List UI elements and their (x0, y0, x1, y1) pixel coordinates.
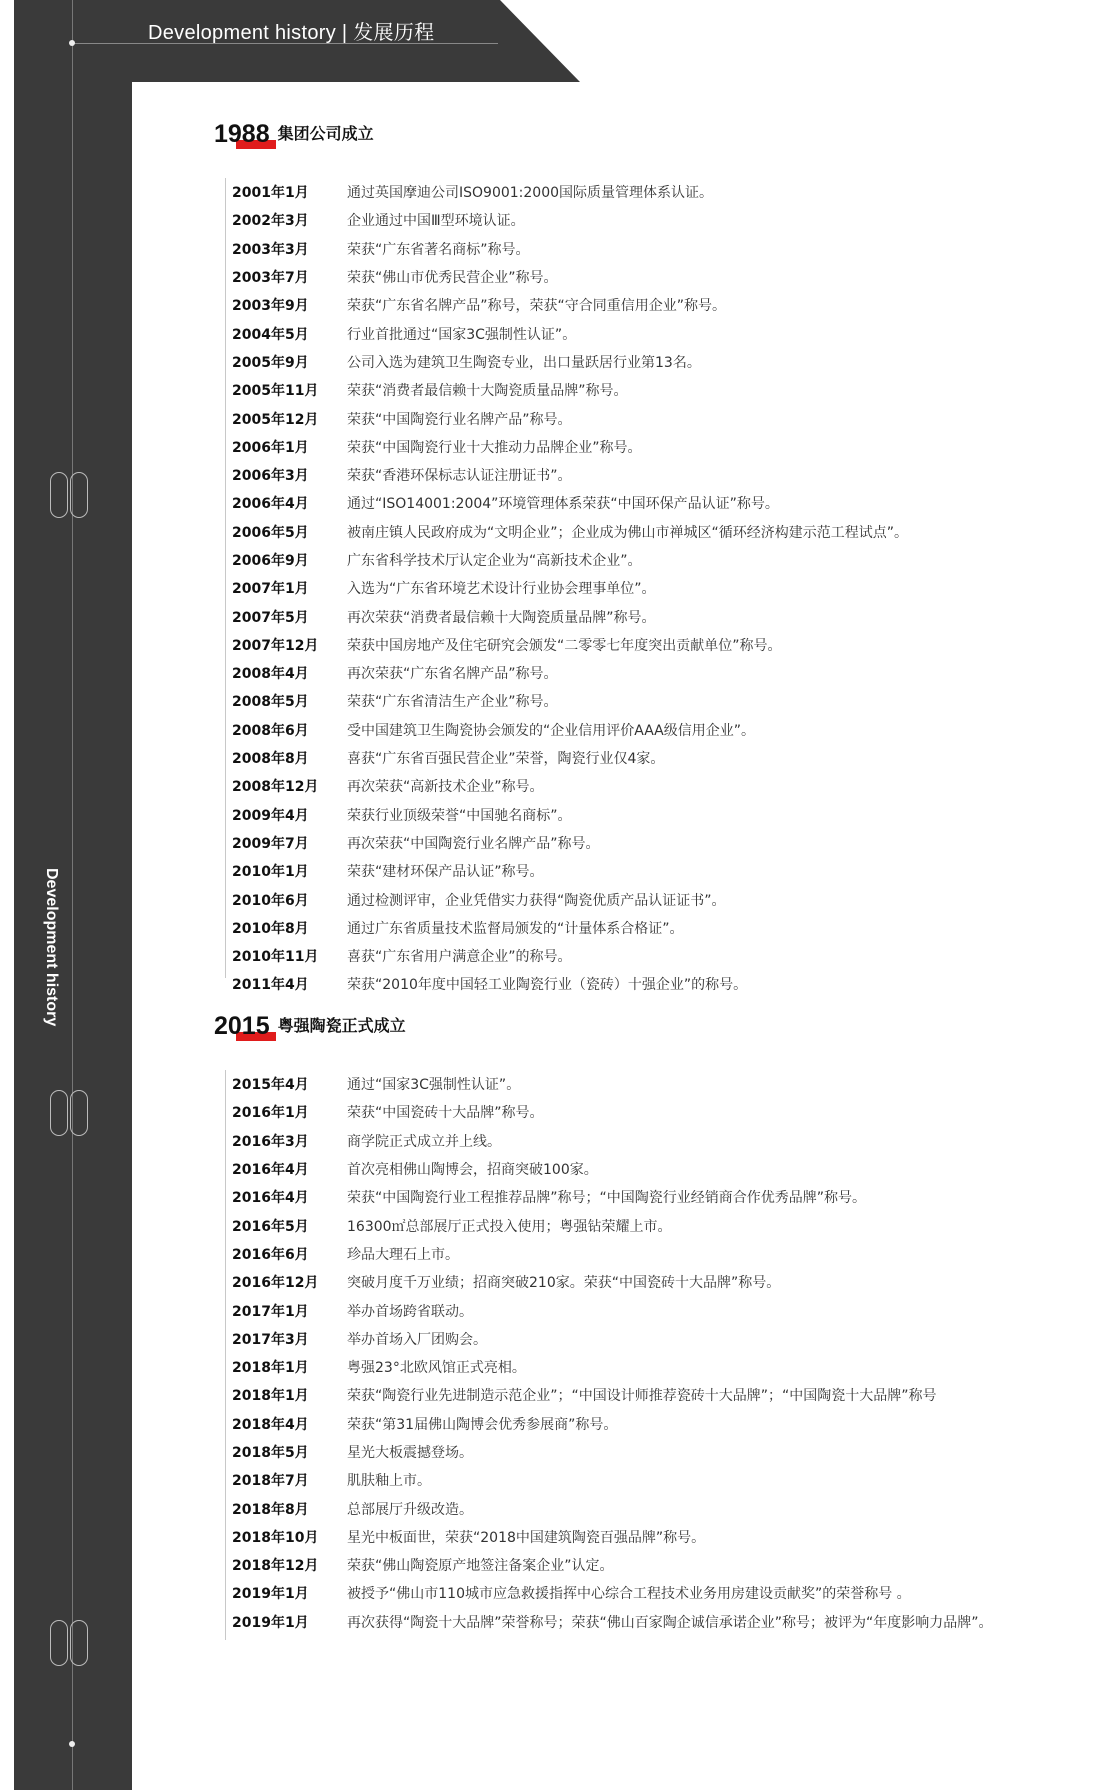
event-text: 荣获“2010年度中国轻工业陶瓷行业（瓷砖）十强企业”的称号。 (347, 977, 748, 994)
event-date: 2001年1月 (232, 185, 309, 202)
list-item (232, 1211, 993, 1239)
list-item (232, 1551, 993, 1579)
decorative-rings-icon (50, 472, 92, 520)
event-text: 荣获中国房地产及住宅研究会颁发“二零零七年度突出贡献单位”称号。 (347, 637, 782, 654)
event-text: 荣获“中国瓷砖十大品牌”称号。 (347, 1105, 544, 1122)
event-text: 荣获行业顶级荣誉“中国驰名商标”。 (347, 807, 572, 824)
event-text: 喜获“广东省用户满意企业”的称号。 (347, 949, 572, 966)
list-item (232, 518, 908, 546)
list-item (232, 744, 908, 772)
list-item (232, 1098, 993, 1126)
event-text: 星光中板面世，荣获“2018中国建筑陶瓷百强品牌”称号。 (347, 1529, 706, 1546)
event-date: 2005年11月 (232, 383, 319, 400)
event-list-2015 (232, 1070, 993, 1636)
event-date: 2005年9月 (232, 354, 309, 371)
event-text: 总部展厅升级改造。 (347, 1501, 473, 1518)
list-item (232, 1608, 993, 1636)
event-text: 荣获“中国陶瓷行业工程推荐品牌”称号；“中国陶瓷行业经销商合作优秀品牌”称号。 (347, 1190, 867, 1207)
event-text: 行业首批通过“国家3C强制性认证”。 (347, 326, 577, 343)
timeline-dot-top (69, 40, 75, 46)
list-item (232, 404, 908, 432)
section-title: 集团公司成立 (277, 124, 374, 143)
event-date: 2003年7月 (232, 270, 309, 287)
section-year: 1988 (214, 120, 270, 149)
event-date: 2010年8月 (232, 920, 309, 937)
list-item (232, 1353, 993, 1381)
event-text: 再次荣获“高新技术企业”称号。 (347, 779, 544, 796)
event-text: 荣获“中国陶瓷行业十大推动力品牌企业”称号。 (347, 439, 642, 456)
list-item (232, 1268, 993, 1296)
list-item (232, 687, 908, 715)
list-item (232, 1466, 993, 1494)
event-text: 荣获“广东省名牌产品”称号，荣获“守合同重信用企业”称号。 (347, 298, 727, 315)
decorative-rings-icon (50, 1620, 92, 1668)
list-item (232, 857, 908, 885)
list-item (232, 291, 908, 319)
sidebar-vertical-line (72, 0, 73, 1790)
event-date: 2004年5月 (232, 326, 309, 343)
event-text: 肌肤釉上市。 (347, 1473, 431, 1490)
event-date: 2009年7月 (232, 835, 309, 852)
event-text: 通过检测评审，企业凭借实力获得“陶瓷优质产品认证证书”。 (347, 892, 726, 909)
event-date: 2006年9月 (232, 553, 309, 569)
event-text: 通过广东省质量技术监督局颁发的“计量体系合格证”。 (347, 920, 684, 937)
list-item (232, 631, 908, 659)
event-text: 举办首场跨省联动。 (347, 1303, 473, 1320)
list-item (232, 1381, 993, 1409)
event-text: 荣获“陶瓷行业先进制造示范企业”；“中国设计师推荐瓷砖十大品牌”；“中国陶瓷十大品牌”称号 (347, 1388, 937, 1405)
event-text: 再次荣获“消费者最信赖十大陶瓷质量品牌”称号。 (347, 609, 656, 626)
list-item (232, 178, 908, 206)
event-date: 2010年11月 (232, 949, 319, 966)
event-date: 2008年4月 (232, 666, 309, 683)
page-title: Development history | 发展历程 (148, 22, 435, 44)
event-text: 荣获“佛山市优秀民营企业”称号。 (347, 270, 558, 287)
list-item (232, 574, 908, 602)
list-item (232, 348, 908, 376)
event-text: 荣获“第31届佛山陶博会优秀参展商”称号。 (347, 1416, 618, 1433)
event-text: 通过“ISO14001:2004”环境管理体系荣获“中国环保产品认证”称号。 (347, 496, 779, 513)
event-date: 2019年1月 (232, 1586, 309, 1603)
event-text: 荣获“香港环保标志认证注册证书”。 (347, 468, 572, 485)
event-date: 2016年5月 (232, 1218, 309, 1235)
event-text: 受中国建筑卫生陶瓷协会颁发的“企业信用评价AAA级信用企业”。 (347, 722, 756, 739)
list-item (232, 1240, 993, 1268)
event-date: 2005年12月 (232, 411, 319, 428)
event-list-1988 (232, 178, 908, 999)
event-text: 公司入选为建筑卫生陶瓷专业，出口量跃居行业第13名。 (347, 354, 701, 371)
event-date: 2007年1月 (232, 581, 309, 598)
list-item (232, 319, 908, 347)
event-text: 粤强23°北欧风馆正式亮相。 (347, 1360, 526, 1377)
event-date: 2016年6月 (232, 1246, 309, 1263)
event-text: 突破月度千万业绩；招商突破210家。荣获“中国瓷砖十大品牌”称号。 (347, 1275, 781, 1292)
list-item (232, 263, 908, 291)
list-item (232, 1127, 993, 1155)
list-item (232, 546, 908, 574)
event-date: 2006年3月 (232, 468, 309, 485)
list-item (232, 659, 908, 687)
event-date: 2018年7月 (232, 1473, 309, 1490)
event-date: 2010年6月 (232, 892, 309, 909)
timeline-dot-bottom (69, 1741, 75, 1747)
event-date: 2006年5月 (232, 524, 309, 541)
event-date: 2018年12月 (232, 1558, 319, 1575)
list-item (232, 970, 908, 998)
event-date: 2018年1月 (232, 1360, 309, 1377)
section-year: 2015 (214, 1012, 270, 1041)
event-text: 荣获“广东省著名商标”称号。 (347, 241, 530, 258)
event-text: 通过英国摩迪公司ISO9001:2000国际质量管理体系认证。 (347, 185, 714, 202)
list-item (232, 489, 908, 517)
event-text: 再次获得“陶瓷十大品牌”荣誉称号；荣获“佛山百家陶企诚信承诺企业”称号；被评为“年度影响力品牌”。 (347, 1614, 993, 1631)
list-item (232, 206, 908, 234)
sidebar-vertical-title: Development history (43, 868, 60, 1027)
list-item (232, 772, 908, 800)
list-item (232, 716, 908, 744)
list-item (232, 829, 908, 857)
event-date: 2019年1月 (232, 1614, 309, 1631)
event-text: 荣获“广东省清洁生产企业”称号。 (347, 694, 558, 711)
event-list-line (225, 178, 226, 978)
list-item (232, 1438, 993, 1466)
event-text: 喜获“广东省百强民营企业”荣誉，陶瓷行业仅4家。 (347, 751, 665, 768)
list-item (232, 1155, 993, 1183)
event-text: 广东省科学技术厅认定企业为“高新技术企业”。 (347, 553, 642, 569)
event-date: 2003年3月 (232, 241, 309, 258)
list-item (232, 1579, 993, 1607)
list-item (232, 942, 908, 970)
event-date: 2016年1月 (232, 1105, 309, 1122)
list-item (232, 1410, 993, 1438)
list-item (232, 1523, 993, 1551)
event-date: 2008年8月 (232, 751, 309, 768)
event-date: 2006年1月 (232, 439, 309, 456)
list-item (232, 1183, 993, 1211)
event-date: 2017年3月 (232, 1331, 309, 1348)
event-text: 通过“国家3C强制性认证”。 (347, 1077, 521, 1094)
list-item (232, 461, 908, 489)
event-date: 2007年5月 (232, 609, 309, 626)
list-item (232, 885, 908, 913)
list-item (232, 602, 908, 630)
event-text: 被南庄镇人民政府成为“文明企业”；企业成为佛山市禅城区“循环经济构建示范工程试点”。 (347, 524, 909, 541)
event-text: 荣获“消费者最信赖十大陶瓷质量品牌”称号。 (347, 383, 628, 400)
event-date: 2016年4月 (232, 1190, 309, 1207)
event-text: 珍品大理石上市。 (347, 1246, 459, 1263)
event-text: 荣获“建材环保产品认证”称号。 (347, 864, 544, 881)
event-text: 荣获“佛山陶瓷原产地签注备案企业”认定。 (347, 1558, 614, 1575)
event-date: 2008年6月 (232, 722, 309, 739)
event-text: 再次荣获“中国陶瓷行业名牌产品”称号。 (347, 835, 600, 852)
event-text: 商学院正式成立并上线。 (347, 1133, 501, 1150)
event-text: 入选为“广东省环境艺术设计行业协会理事单位”。 (347, 581, 656, 598)
event-date: 2002年3月 (232, 213, 309, 230)
event-date: 2011年4月 (232, 977, 309, 994)
event-list-line (225, 1070, 226, 1640)
event-text: 星光大板震撼登场。 (347, 1445, 473, 1461)
event-date: 2015年4月 (232, 1077, 309, 1094)
event-date: 2018年10月 (232, 1529, 319, 1546)
event-date: 2016年3月 (232, 1133, 309, 1150)
event-date: 2006年4月 (232, 496, 309, 513)
event-date: 2008年5月 (232, 694, 309, 711)
event-date: 2018年8月 (232, 1501, 309, 1518)
list-item (232, 1325, 993, 1353)
event-date: 2018年1月 (232, 1388, 309, 1405)
event-date: 2007年12月 (232, 637, 319, 654)
event-text: 被授予“佛山市110城市应急救援指挥中心综合工程技术业务用房建设贡献奖”的荣誉称号 。 (347, 1586, 911, 1603)
list-item (232, 376, 908, 404)
list-item (232, 235, 908, 263)
list-item (232, 914, 908, 942)
event-date: 2018年5月 (232, 1445, 309, 1461)
sidebar (14, 0, 132, 1790)
list-item (232, 801, 908, 829)
event-date: 2018年4月 (232, 1416, 309, 1433)
event-date: 2008年12月 (232, 779, 319, 796)
event-date: 2017年1月 (232, 1303, 309, 1320)
list-item (232, 1296, 993, 1324)
event-text: 再次荣获“广东省名牌产品”称号。 (347, 666, 558, 683)
section-heading-1988 (214, 120, 374, 154)
event-text: 荣获“中国陶瓷行业名牌产品”称号。 (347, 411, 572, 428)
event-date: 2016年12月 (232, 1275, 319, 1292)
decorative-rings-icon (50, 1090, 92, 1138)
event-date: 2010年1月 (232, 864, 309, 881)
event-date: 2009年4月 (232, 807, 309, 824)
event-text: 举办首场入厂团购会。 (347, 1331, 487, 1348)
list-item (232, 1494, 993, 1522)
event-text: 首次亮相佛山陶博会，招商突破100家。 (347, 1162, 598, 1179)
section-heading-2015 (214, 1012, 406, 1046)
list-item (232, 1070, 993, 1098)
list-item (232, 433, 908, 461)
event-date: 2003年9月 (232, 298, 309, 315)
event-text: 16300㎡总部展厅正式投入使用；粤强钻荣耀上市。 (347, 1218, 672, 1235)
event-text: 企业通过中国Ⅲ型环境认证。 (347, 213, 525, 230)
event-date: 2016年4月 (232, 1162, 309, 1179)
section-title: 粤强陶瓷正式成立 (277, 1016, 406, 1035)
